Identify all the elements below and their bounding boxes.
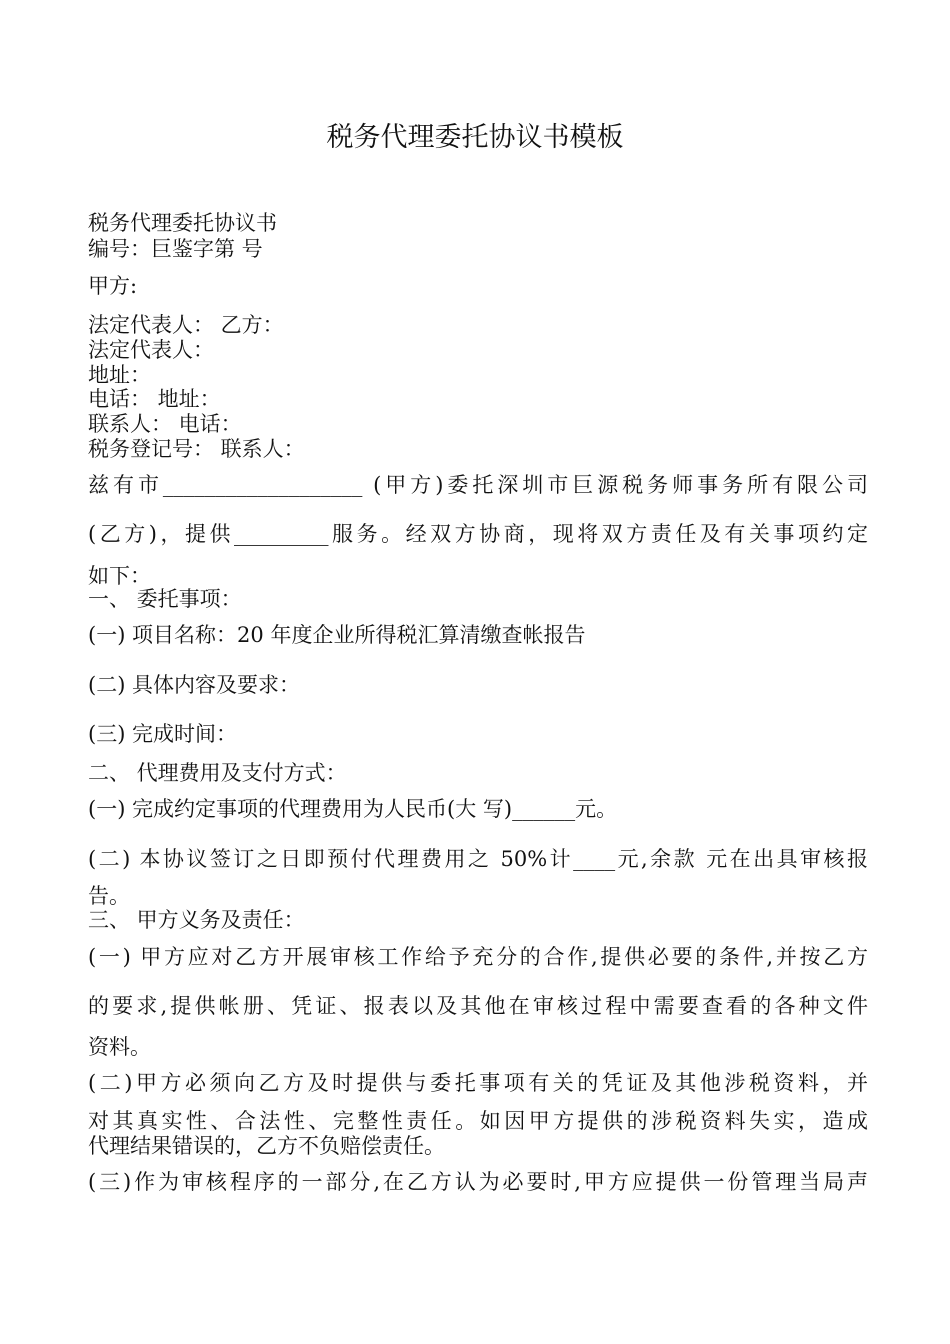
item-line: (二) 具体内容及要求：: [88, 673, 301, 697]
item-line: 资料。: [88, 1035, 151, 1059]
paragraph-line: (乙方)，提供_________服务。经双方协商，现将双方责任及有关事项约定: [88, 522, 868, 546]
item-line: (二)甲方必须向乙方及时提供与委托事项有关的凭证及其他涉税资料，并: [88, 1071, 868, 1095]
address: 地址：: [88, 363, 151, 387]
section-heading: 二、 代理费用及支付方式：: [88, 761, 347, 785]
item-line: (一) 完成约定事项的代理费用为人民币(大 写)______元。: [88, 797, 618, 821]
item-line: 的要求,提供帐册、凭证、报表以及其他在审核过程中需要查看的各种文件: [88, 994, 868, 1018]
document-title: 税务代理委托协议书模板: [326, 122, 624, 153]
item-line: 告。: [88, 884, 130, 908]
contact-phone: 联系人： 电话：: [88, 412, 242, 436]
item-line: (一) 项目名称：20 年度企业所得税汇算清缴查帐报告: [88, 623, 586, 647]
item-line: (二) 本协议签订之日即预付代理费用之 50%计____元,余款 元在出具审核报: [88, 847, 868, 871]
section-heading: 一、 委托事项：: [88, 587, 242, 611]
item-line: (三) 完成时间：: [88, 722, 238, 746]
item-line: (三)作为审核程序的一部分,在乙方认为必要时,甲方应提供一份管理当局声: [88, 1170, 868, 1194]
paragraph-line: 如下：: [88, 564, 151, 588]
party-a: 甲方:: [88, 274, 138, 298]
item-line: 代理结果错误的，乙方不负赔偿责任。: [88, 1134, 445, 1158]
paragraph-line: 兹有市___________________ (甲方)委托深圳市巨源税务师事务所有限公司: [88, 473, 868, 497]
tax-reg-contact: 税务登记号： 联系人：: [88, 437, 305, 461]
legal-rep: 法定代表人：: [88, 338, 214, 362]
legal-rep-party-b: 法定代表人： 乙方：: [88, 313, 284, 337]
section-heading: 三、 甲方义务及责任：: [88, 908, 305, 932]
phone-address: 电话： 地址：: [88, 387, 221, 411]
doc-heading: 税务代理委托协议书: [88, 211, 277, 235]
item-line: (一) 甲方应对乙方开展审核工作给予充分的合作,提供必要的条件,并按乙方: [88, 945, 868, 969]
item-line: 对其真实性、合法性、完整性责任。如因甲方提供的涉税资料失实，造成: [88, 1109, 868, 1133]
doc-number: 编号：巨鉴字第 号: [88, 237, 263, 261]
